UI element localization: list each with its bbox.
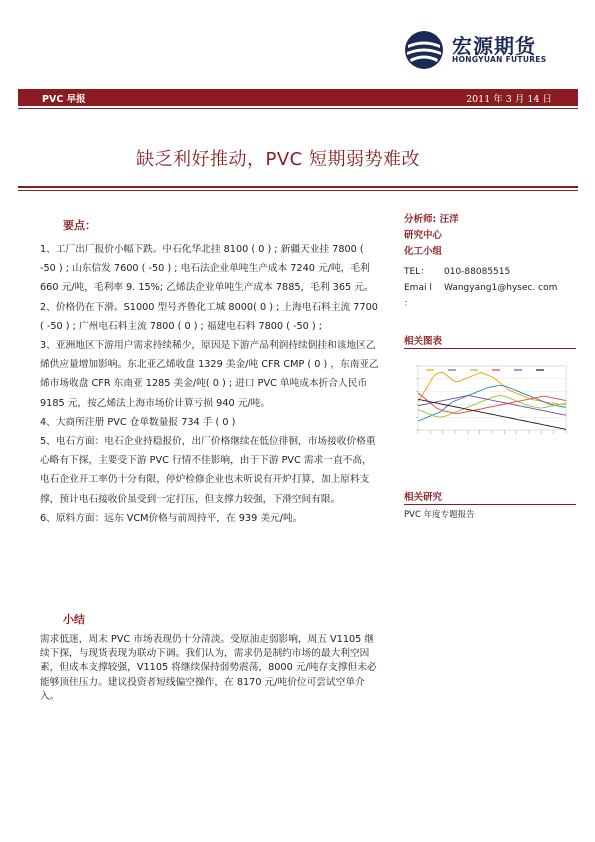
chart-series-line (418, 372, 566, 404)
research-group: 化工小组 (404, 246, 443, 257)
related-research-link[interactable]: PVC 年度专题报告 (404, 510, 475, 520)
related-price-chart (404, 360, 576, 452)
brand-name-en: HONGYUAN FUTURES (452, 55, 547, 64)
analyst-info (404, 212, 459, 260)
report-type: PVC 早报 (42, 94, 86, 105)
brand-name-cn: 宏源期货 (452, 34, 536, 58)
keypoint-item: 5、电石方面：电石企业持稳报价，出厂价格继续在低位徘徊，市场接收价格重心略有下探，主要受下游 PVC 行情不佳影响，由于下游 PVC 需求一直不高，电石企业开工率仍十分有限，停炉检修企业也未听说有开炉打算，加上原料支撑，预计电石接收价虽受到一定打压，但支撑力较强，下滑空间有限。 (40, 436, 376, 505)
disclaimer-note: 请务必阅读正文之后的免责条款部分 (384, 791, 521, 801)
logo (404, 28, 554, 70)
keypoints-heading: 要点： (63, 219, 96, 232)
research-dept: 研究中心 (404, 230, 443, 241)
summary-text: 需求低迷，周末 PVC 市场表现仍十分清淡。受原油走弱影响，周五 V1105 继续下探，与现货表现为联动下调。我们认为，需求仍是制约市场的最大利空因素，但成本支撑较强，V1105 将继续保持弱势震荡，8000 元/吨存支撑但未必能够顶住压力。建议投资者短线偏空操作，在 8170 元/吨价位可尝试空单介入。 (40, 634, 377, 702)
chart-series-line (418, 399, 566, 429)
page-title: 缺乏利好推动，PVC 短期弱势难改 (136, 149, 420, 170)
keypoints-list (40, 240, 380, 528)
contact-value[interactable]: Wangyang1@hysec. com (444, 283, 558, 293)
contact-tel (404, 264, 557, 280)
keypoint-item: 4、大商所注册 PVC 仓单数量报 734 手 ( 0 ) (40, 416, 236, 428)
keypoint-item: 6、原料方面：远东 VCM价格与前周持平，在 939 美元/吨。 (40, 512, 303, 524)
chart-series-line (418, 385, 566, 421)
related-charts-heading: 相关图表 (404, 336, 443, 347)
contact-label: Emai l (404, 283, 432, 293)
chart-plot-frame (418, 366, 566, 430)
title-divider (18, 186, 578, 188)
related-research-divider (404, 504, 576, 505)
summary-heading: 小结 (63, 613, 85, 626)
keypoint-item: 3、亚洲地区下游用户需求持续稀少，原因是下游产品利润持续倒挂和该地区乙烯供应量增加影响。东北亚乙烯收盘 1329 美金/吨 CFR CMP ( 0 ) ，东南亚乙烯市场收盘 CFR 东南亚 1285 美金/吨( 0 ) ; 进口 PVC 单吨成本折合人民币 9185 元，按乙烯法上海市场价计算亏损 940 元/吨。 (40, 340, 379, 409)
keypoint-item: 2、价格仍在下滑。S1000 型号齐鲁化工城 8000( 0 ) ; 上海电石料主流 7700 ( -50 ) ; 广州电石料主流 7800 ( 0 ) ; 福建电石料 7800 ( -50 ) ; (40, 301, 378, 332)
contact-label: ： (404, 299, 414, 309)
keypoint-item: 1、工厂出厂报价小幅下跌。中石化华北挂 8100 ( 0 ) ; 新疆天业挂 7800 ( -50 ) ; 山东信发 7600 ( -50 ) ; 电石法企业单吨生产成本 7240 元/吨，毛利 660 元/吨，毛利率 9. 15%; 乙烯法企业单吨生产成本 7885，毛利 365 元。 (40, 244, 374, 294)
contact-email (404, 280, 557, 296)
contact-info (404, 264, 557, 312)
header-divider (18, 108, 578, 109)
title-divider-thin (18, 190, 578, 191)
contact-value: 010-88085515 (444, 267, 511, 277)
hongyuan-logo-icon (404, 30, 444, 70)
related-charts-divider (404, 348, 576, 349)
related-research-heading: 相关研究 (404, 492, 443, 503)
contact-label: TEL： (404, 267, 430, 277)
contact-colon (404, 296, 557, 312)
report-date: 2011 年 3 月 14 日 (466, 94, 552, 105)
analyst-name: 分析师: 汪洋 (404, 214, 459, 225)
header-bar (18, 89, 578, 106)
